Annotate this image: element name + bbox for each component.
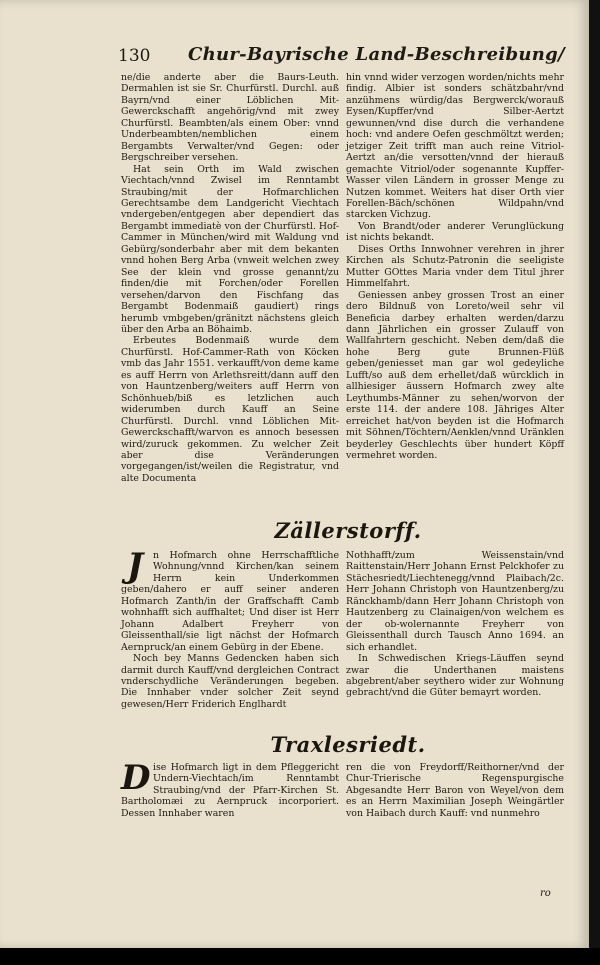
paragraph-text: ise Hofmarch ligt in dem Pfleggericht Undern-Viechtach/im Renntambt Straubing/vnd der Pfarr-Kirchen St. Bartholomæi zu Aernpruck incorporiert. Dessen Innhaber waren: [121, 762, 339, 819]
drop-cap: J: [126, 546, 144, 586]
column-top-right: [346, 72, 564, 520]
scan-edge-right: [589, 0, 600, 948]
paragraph: [121, 758, 339, 819]
paragraph-text: n Hofmarch ohne Herrschafftliche Wohnung/vnnd Kirchen/kan seinem Herrn kein Underkommen geben/dahero er auff seiner anderen Hofmarch Zanth/in der Graffschafft Camb wohnhafft sich auffhaltet; Und diser ist Herr Johann Adalbert Freyherr von Gleissenthall/sie ligt nächst der Hofmarch Aernpruck/an einem Gebürg in der Ebene.: [121, 550, 339, 653]
paragraph: Erbeutes Bodenmaiß wurde dem Churfürstl. Hof-Cammer-Rath von Köcken vmb das Jahr 1551. verkaufft/von deme kame es auff Herrn von Arlethsreitt/dann auff den von Hauntzenberg/weiters auff Herrn von Schönhueb/biß es letzlichen auch widerumben durch Kauff an Seine Churfürstl. Durchl. vnnd Löblichen Mit-Gewerckschafft/warvon es annoch besessen wird/zuruck gekommen. Zu welcher Zeit aber dise Veränderungen vorgegangen/ist/weilen die Registratur, vnd alte Documenta: [121, 335, 339, 484]
paragraph: ne/die anderte aber die Baurs-Leuth. Dermahlen ist sie Sr. Churfürstl. Durchl. auß Bayrn/vnd einer Löblichen Mit-Gewerckschafft angehörig/vnd mit zwey Churfürstl. Beambten/als einem Ober: vnnd Underbeambten/nemblichen einem Bergambts Verwalter/vnd Gegen: oder Bergschreiber versehen.: [121, 72, 339, 164]
drop-cap: D: [121, 758, 151, 798]
column-section-2-left: [121, 758, 339, 887]
column-top-left: [121, 72, 339, 520]
column-section-1-right: [346, 550, 564, 725]
column-section-1-left: [121, 546, 339, 725]
running-head: Chur-Bayrische Land-Beschreibung/: [188, 44, 565, 65]
paragraph: Noch bey Manns Gedencken haben sich darmit durch Kauff/vnd dergleichen Contract vnderschydliche Veränderungen begeben. Die Innhaber vnder solcher Zeit seynd gewesen/Herr Friderich Englhardt: [121, 653, 339, 710]
paragraph: Von Brandt/oder anderer Verunglückung ist nichts bekandt.: [346, 220, 564, 244]
section-title-zaellerstorff: Zällerstorff.: [274, 518, 422, 543]
page-number: 130: [118, 46, 151, 66]
column-section-2-right: [346, 762, 564, 887]
paragraph: Nothhafft/zum Weissenstain/vnd Raittenstain/Herr Johann Ernst Pelckhofer zu Stächesriedt/Liechtenegg/vnnd Plaibach/2c. Herr Johann Christoph von Hauntzenberg/zu Ränckhamb/dann Herr Johann Christoph von Hautzenberg zu Clainaigen/von welchem es der ob-wolernannte Freyherr von Gleissenthall durch Tausch Anno 1694. an sich erhandlet.: [346, 550, 564, 653]
paragraph: Dises Orths Innwohner verehren in jhrer Kirchen als Schutz-Patronin die seeligiste Mutter GOttes Maria vnder dem Titul jhrer Himmelfahrt.: [346, 243, 564, 290]
paragraph: hin vnnd wider verzogen worden/nichts mehr findig. Albier ist sonders schätzbahr/vnd anzühmens würdig/das Bergwerck/worauß Eysen/Kupffer/vnd Silber-Aertzt gewunnen/vnd dise durch die verhandene hoch: vnd andere Oefen geschmöltzt werden; jetziger Zeit trifft man auch reine Vitriol-Aertzt an/die versotten/vnnd der hierauß gemachte Vitriol/oder sogenannte Kupffer-Wasser vilen Ländern in grosser Menge zu Nutzen kommet. Weiters hat diser Orth vier Forellen-Bäch/schönen Wildpahn/vnd starcken Vichzug.: [346, 72, 564, 221]
paragraph: [121, 546, 339, 653]
paragraph: Hat sein Orth im Wald zwischen Viechtach/vnnd Zwisel im Renntambt Straubing/mit der Hofmarchlichen Gerechtsambe dem Landgericht Viechtach vndergeben/entgegen aber dependiert das Bergambt immediatè von der Churfürstl. Hof-Cammer in München/wird mit Waldung vnd Gebürg/sonderbahr aber mit dem bekanten vnnd hohen Berg Arba (vnweit welchen zwey See der klein vnd grosse genannt/zu finden/die mit Forchen/oder Forellen versehen/darvon den Fischfang das Bergambt Bodenmaiß gaudiert) rings herumb vmbgeben/gränitzt nächstens gleich über den Arba an Böhaimb.: [121, 163, 339, 335]
paragraph: In Schwedischen Kriegs-Läuffen seynd zwar die Underthanen maistens abgebrent/aber seythero wider zur Wohnung gebracht/vnd die Güter bemayrt worden.: [346, 653, 564, 699]
catchword: ro: [540, 888, 551, 899]
paragraph: Geniessen anbey grossen Trost an einer dero Bildnuß von Loreto/weil sehr vil Beneficia darbey erhalten werden/darzu dann Jährlichen ein grosser Zulauff von Wallfahrtern geschicht. Neben dem/daß die hohe Berg gute Brunnen-Flüß geben/geniesset man gar wol gedeyliche Lufft/so auß dem erhellet/daß würcklich in allhiesiger äussern Hofmarch zwey alte Leythumbs-Männer zu sehen/worvon der erste 114. der andere 108. Jähriges Alter erreichet hat/von beyden ist die Hofmarch mit Söhnen/Töchtern/Aenklen/vnnd Uränklen beyderley Geschlechts über hundert Köpff vermehret worden.: [346, 289, 564, 461]
paragraph: ren die von Freydorff/Reithorner/vnd der Chur-Trierische Regenspurgische Abgesandte Herr Baron von Weyel/von dem es an Herrn Maximilian Joseph Weingärtler von Haibach durch Kauff: vnd nunmehro: [346, 762, 564, 819]
section-title-traxlesriedt: Traxlesriedt.: [270, 732, 426, 757]
page-header: [118, 44, 578, 70]
scan-edge-bottom: [0, 948, 600, 965]
